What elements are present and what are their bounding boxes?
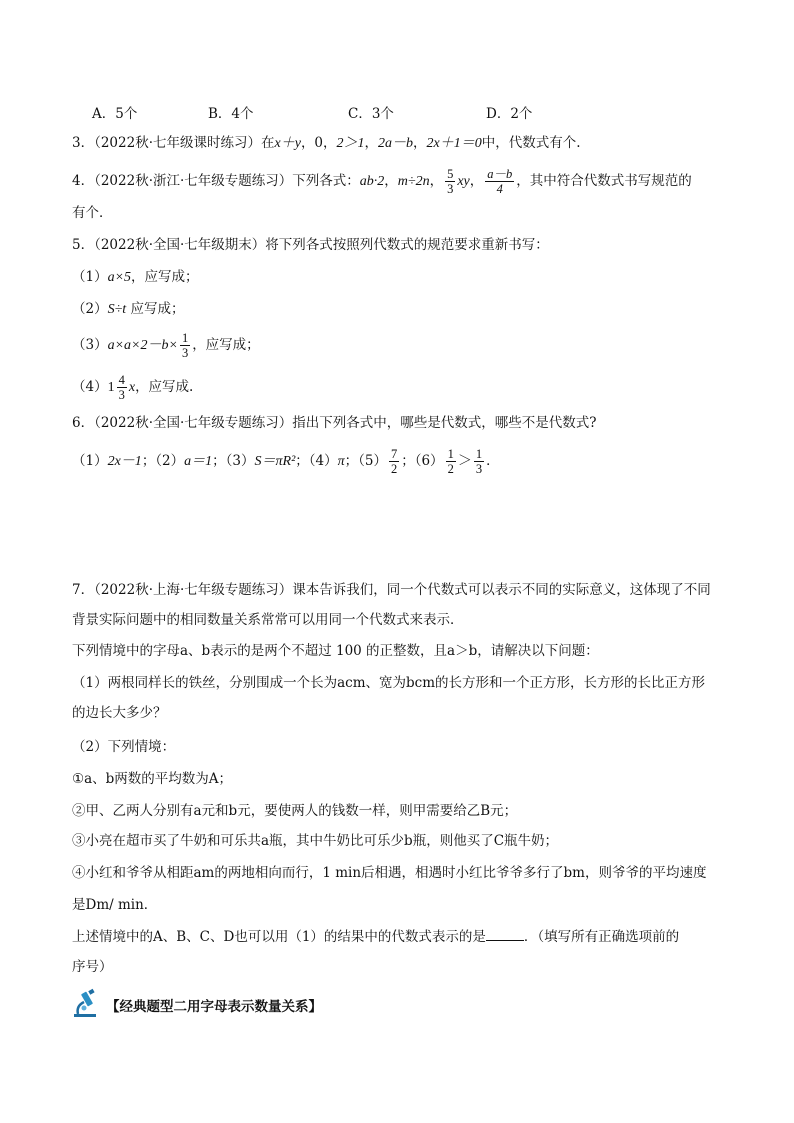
q4-fraction-1 bbox=[445, 168, 455, 196]
option-b: B．4个 bbox=[208, 106, 254, 122]
q3-expr-2: 2＞1 bbox=[336, 136, 365, 151]
q4-fraction-2 bbox=[485, 168, 514, 196]
q5-item-3 bbox=[72, 330, 260, 361]
q5-i4-fraction bbox=[117, 374, 127, 402]
q7-answer-note: ．（填写所有正确选项前的 bbox=[523, 929, 680, 945]
question-3 bbox=[72, 132, 581, 155]
q6-p5-numerator: 7 bbox=[390, 446, 398, 461]
q3-suffix: 中，代数式有个. bbox=[481, 135, 581, 151]
answer-blank[interactable] bbox=[486, 926, 524, 941]
question-6: 6．（2022秋·全国·七年级专题练习）指出下列各式中，哪些是代数式，哪些不是代数式? bbox=[72, 415, 597, 431]
question-5: 5．（2022秋·全国·七年级期末）将下列各式按照列代数式的规范要求重新书写： bbox=[72, 237, 549, 253]
q4-frac1-tail: xy bbox=[457, 174, 470, 189]
q6-p6-numerator-2: 1 bbox=[475, 446, 483, 461]
q6-p6-denominator-2: 3 bbox=[475, 462, 483, 476]
q3-prefix: 3．（2022秋·七年级课时练习）在 bbox=[72, 135, 275, 151]
q4-frac2-denominator: 4 bbox=[496, 182, 503, 196]
q5-i2-post: 应写成； bbox=[126, 301, 185, 317]
q5-i3-expr: a×a×2－b× bbox=[107, 338, 178, 353]
q6-p6-gt: ＞ bbox=[457, 454, 472, 469]
q5-i2-expr: S÷t bbox=[107, 302, 127, 317]
q5-item-1 bbox=[72, 266, 199, 289]
option-c: C．3个 bbox=[348, 106, 394, 122]
q7-scenario-2: ②甲、乙两人分别有a元和b元，要使两人的钱数一样，则甲需要给乙B元； bbox=[72, 803, 518, 819]
q6-p3-label: ；（3） bbox=[212, 453, 255, 469]
q5-i4-post: ，应写成. bbox=[135, 379, 194, 395]
q6-p1-expr: 2x－1 bbox=[107, 454, 142, 469]
q5-i3-numerator: 1 bbox=[181, 330, 189, 345]
question-4 bbox=[72, 166, 692, 197]
q4-sep-2: ， bbox=[429, 173, 444, 189]
q7-line-3: 下列情境中的字母a、b表示的是两个不超过 100 的正整数，且a＞b，请解决以下问题： bbox=[72, 643, 599, 659]
q7-part-1-cont: 的边长大多少？ bbox=[72, 705, 167, 721]
q5-i1-label: （1） bbox=[72, 269, 108, 285]
q5-i4-numerator: 4 bbox=[118, 372, 125, 387]
option-d: D．2个 bbox=[486, 106, 533, 122]
q5-i2-label: （2） bbox=[72, 301, 108, 317]
q6-p6-numerator-1: 1 bbox=[447, 446, 454, 461]
q3-expr-4: 2x＋1＝0 bbox=[426, 136, 482, 151]
q5-i3-denominator: 3 bbox=[181, 346, 189, 360]
q6-p5-denominator: 2 bbox=[390, 462, 398, 476]
q5-i1-post: ，应写成； bbox=[131, 269, 199, 285]
q4-frac1-denominator: 3 bbox=[447, 182, 454, 196]
q6-items bbox=[72, 446, 500, 477]
q7-part-1: （1）两根同样长的铁丝，分别围成一个长为acm、宽为bcm的长方形和一个正方形，长方形的长比正方形 bbox=[72, 675, 706, 691]
q3-sep-1: ，0， bbox=[300, 135, 337, 151]
q4-frac2-numerator: a－b bbox=[487, 166, 513, 181]
q7-scenario-3: ③小亮在超市买了牛奶和可乐共a瓶，其中牛奶比可乐少b瓶，则他买了C瓶牛奶； bbox=[72, 833, 559, 849]
q4-line-2: 有个． bbox=[72, 205, 113, 221]
q5-i4-denominator: 3 bbox=[118, 388, 125, 402]
q3-expr-3: 2a－b bbox=[378, 136, 414, 151]
q4-expr-2: m÷2n bbox=[397, 174, 430, 189]
q5-i4-var: x bbox=[128, 380, 136, 395]
section-title: 【经典题型二用字母表示数量关系】 bbox=[106, 999, 322, 1015]
q5-i3-post: ，应写成； bbox=[192, 337, 260, 353]
q7-answer-line bbox=[72, 926, 679, 948]
q4-prefix: 4．（2022秋·浙江·七年级专题练习）下列各式： bbox=[72, 173, 360, 189]
option-a: A．5个 bbox=[92, 106, 138, 122]
q7-scenario-4-cont: 是Dm/ min． bbox=[72, 897, 158, 913]
q7-answer-line-2: 序号） bbox=[72, 959, 113, 975]
q6-p6-end: ． bbox=[486, 453, 500, 469]
q5-item-2 bbox=[72, 298, 184, 321]
q5-item-4 bbox=[72, 372, 193, 403]
q4-sep-1: ， bbox=[384, 173, 398, 189]
q7-line-2: 背景实际问题中的相同数量关系常常可以用同一个代数式来表示． bbox=[72, 612, 464, 628]
q6-p5-fraction bbox=[389, 448, 399, 476]
q6-p4-expr: π bbox=[337, 454, 345, 469]
q3-sep-3: ， bbox=[413, 135, 427, 151]
q3-sep-2: ， bbox=[364, 135, 379, 151]
q6-p6-denominator-1: 2 bbox=[447, 462, 454, 476]
q4-suffix: ，其中符合代数式书写规范的 bbox=[516, 173, 692, 189]
q4-sep-3: ， bbox=[469, 173, 484, 189]
q6-p6-fraction-1 bbox=[446, 448, 456, 476]
q5-i3-label: （3） bbox=[72, 337, 108, 353]
q6-p5-label: ；（5） bbox=[344, 453, 387, 469]
q3-expr-1: x＋y bbox=[274, 136, 301, 151]
q7-scenario-4: ④小红和爷爷从相距am的两地相向而行，1 min后相遇，相遇时小红比爷爷多行了bm，则爷爷的平均速度 bbox=[72, 865, 707, 881]
q7-scenario-1: ①a、b两数的平均数为A； bbox=[72, 771, 233, 787]
q7-answer-prompt: 上述情境中的A、B、C、D也可以用（1）的结果中的代数式表示的是 bbox=[72, 929, 486, 945]
section-heading bbox=[72, 988, 322, 1022]
q6-p2-expr: a＝1 bbox=[184, 454, 213, 469]
q5-i1-expr: a×5 bbox=[107, 270, 132, 285]
q6-p6-fraction-2 bbox=[474, 448, 484, 476]
q7-part-2: （2）下列情境： bbox=[72, 739, 176, 755]
q5-i3-fraction bbox=[180, 332, 190, 360]
q4-expr-1: ab·2 bbox=[359, 174, 385, 189]
q6-p3-expr: S＝πR² bbox=[254, 454, 296, 469]
question-7: 7．（2022秋·上海·七年级专题练习）课本告诉我们，同一个代数式可以表示不同的实际意义，这体现了不同 bbox=[72, 582, 711, 598]
q5-i4-whole: 1 bbox=[107, 380, 115, 395]
q6-p4-label: ；（4） bbox=[295, 453, 338, 469]
q6-p6-label: ；（6） bbox=[401, 453, 444, 469]
q5-i4-label: （4） bbox=[72, 379, 108, 395]
q4-frac1-numerator: 5 bbox=[447, 166, 454, 181]
q6-p2-label: ；（2） bbox=[141, 453, 185, 469]
q6-p1-label: （1） bbox=[72, 453, 108, 469]
microscope-icon bbox=[72, 988, 100, 1022]
